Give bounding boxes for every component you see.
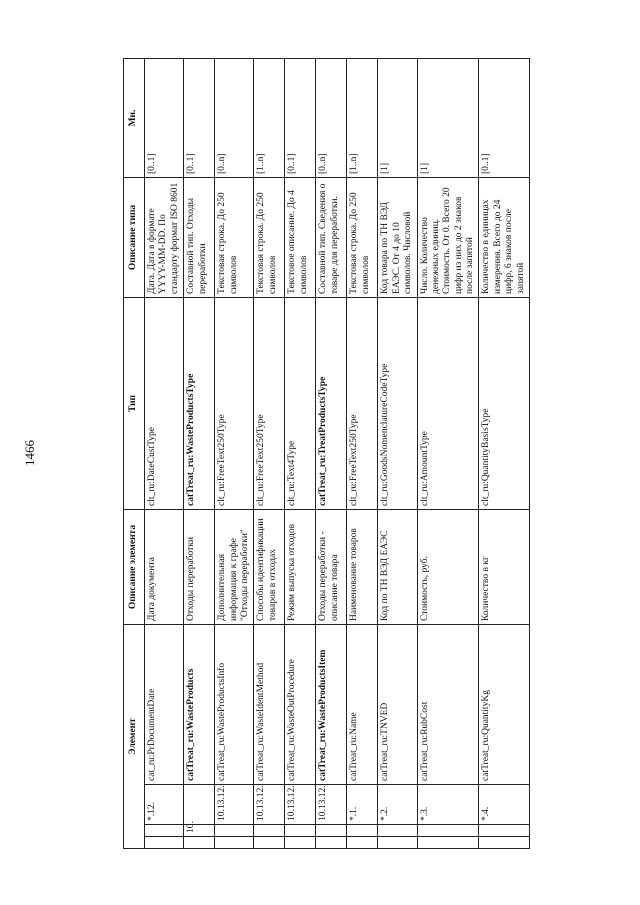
section-number-cell [285, 825, 316, 837]
type-description-cell: Текстовая строка. До 250 символов [347, 177, 378, 297]
section-number-cell [215, 825, 254, 837]
element-name-cell: catTreat_ru:RubCost [417, 624, 479, 784]
element-name-cell: catTreat_ru:WasteIdentMethod [254, 624, 285, 784]
type-cell: clt_ru:GoodsNomenclatureCodeType [378, 297, 417, 509]
type-cell: clt_ru:QuantityBasisType [479, 297, 530, 509]
element-name-cell: catTreat_ru:WasteProductsItem [316, 624, 347, 784]
type-cell: catTreat_ru:WasteProductsType [184, 297, 215, 509]
type-cell: clt_ru:FreeText250Type [215, 297, 254, 509]
item-number-cell [184, 785, 215, 825]
multiplicity-cell: [1..n] [254, 58, 285, 177]
element-description-cell: Стоимость, руб. [417, 509, 479, 624]
type-cell: catTreat_ru:TreatProductsType [316, 297, 347, 509]
section-number-cell [417, 825, 479, 837]
indent-cell [479, 837, 530, 849]
multiplicity-cell: [1] [417, 58, 479, 177]
multiplicity-cell: [0..1] [184, 58, 215, 177]
item-number-cell: 10.13.12. [254, 785, 285, 825]
type-description-cell: Текстовая строка. До 250 символов [254, 177, 285, 297]
indent-cell [316, 837, 347, 849]
type-description-cell: Код товара по ТН ВЭД ЕАЭС. От 4 до 10 символов. Числовой [378, 177, 417, 297]
element-name-cell: catTreat_ru:TNVED [378, 624, 417, 784]
table-row [316, 58, 347, 848]
type-description-cell: Количество в единицах измерения. Всего до 24 цифр, 6 знаков после запятой [479, 177, 530, 297]
table-row [254, 58, 285, 848]
multiplicity-cell: [0..n] [215, 58, 254, 177]
table-row [184, 58, 215, 848]
header-type-description: Описание типа [124, 177, 145, 297]
element-description-cell: Дополнительная информация к графе "Отходы переработки" [215, 509, 254, 624]
element-description-cell: Количество в кг [479, 509, 530, 624]
type-cell: clt_ru:DateCustType [145, 297, 184, 509]
item-number-cell: *.3. [417, 785, 479, 825]
section-number-cell [316, 825, 347, 837]
section-number-cell [145, 825, 184, 837]
element-name-cell: catTreat_ru:WasteProducts [184, 624, 215, 784]
element-description-cell: Код по ТН ВЭД ЕАЭС [378, 509, 417, 624]
element-description-cell: Отходы переработки - описание товара [316, 509, 347, 624]
type-description-cell: Составной тип. Отходы переработки [184, 177, 215, 297]
type-description-cell: Текстовое описание. До 4 символов [285, 177, 316, 297]
table-row [285, 58, 316, 848]
indent-cell [417, 837, 479, 849]
page-number: 1466 [22, 440, 37, 466]
item-number-cell: *.1. [347, 785, 378, 825]
element-description-cell: Отходы переработки [184, 509, 215, 624]
type-cell: clt_ru:AmountType [417, 297, 479, 509]
multiplicity-cell: [1] [378, 58, 417, 177]
table-row [378, 58, 417, 848]
header-element-description: Описание элемента [124, 509, 145, 624]
header-multiplicity: Мн. [124, 58, 145, 177]
type-description-cell: Число. Количество денежных единиц. Стоимость. От 0. Всего 20 цифр из них до 2 знаков после запятой [417, 177, 479, 297]
item-number-cell: *.4. [479, 785, 530, 825]
indent-cell [378, 837, 417, 849]
section-number-cell [254, 825, 285, 837]
multiplicity-cell: [0..1] [285, 58, 316, 177]
type-description-cell: Текстовая строка. До 250 символов [215, 177, 254, 297]
header-element: Элемент [124, 624, 145, 848]
type-description-cell: Дата. Дата в формате YYYY-MM-DD. По стандарту формат ISO 8601 [145, 177, 184, 297]
multiplicity-cell: [1..n] [347, 58, 378, 177]
indent-cell [145, 837, 184, 849]
section-number-cell: 10. [184, 825, 215, 837]
type-cell: clt_ru:Text4Type [285, 297, 316, 509]
indent-cell [215, 837, 254, 849]
indent-cell [347, 837, 378, 849]
item-number-cell: 10.13.12. [285, 785, 316, 825]
multiplicity-cell: [0..1] [479, 58, 530, 177]
element-name-cell: catTreat_ru:WasteProductsInfo [215, 624, 254, 784]
element-description-cell: Наименование товаров [347, 509, 378, 624]
multiplicity-cell: [0..n] [316, 58, 347, 177]
element-description-cell: Режим выпуска отходов [285, 509, 316, 624]
type-cell: clt_ru:FreeText250Type [347, 297, 378, 509]
header-type: Тип [124, 297, 145, 509]
table-row [417, 58, 479, 848]
element-description-cell: Дата документа [145, 509, 184, 624]
rotated-table-wrapper [123, 59, 543, 849]
type-description-cell: Составной тип. Сведения о товаре для переработки. [316, 177, 347, 297]
indent-cell [184, 837, 215, 849]
item-number-cell: *.12. [145, 785, 184, 825]
table-row [347, 58, 378, 848]
element-description-cell: Способы идентификации товаров в отходах [254, 509, 285, 624]
section-number-cell [479, 825, 530, 837]
table-row [215, 58, 254, 848]
type-cell: clt_ru:FreeText250Type [254, 297, 285, 509]
multiplicity-cell: [0..1] [145, 58, 184, 177]
table-row [479, 58, 530, 848]
item-number-cell: 10.13.12. [215, 785, 254, 825]
table-row [145, 58, 184, 848]
element-name-cell: catTreat_ru:WasteOutProcedure [285, 624, 316, 784]
element-name-cell: cat_ru:PrDocumentDate [145, 624, 184, 784]
element-name-cell: catTreat_ru:QuantityKg [479, 624, 530, 784]
indent-cell [285, 837, 316, 849]
item-number-cell: 10.13.12. [316, 785, 347, 825]
indent-cell [254, 837, 285, 849]
table-header-row [124, 58, 145, 848]
section-number-cell [347, 825, 378, 837]
element-name-cell: catTreat_ru:Name [347, 624, 378, 784]
section-number-cell [378, 825, 417, 837]
schema-table [123, 58, 530, 849]
item-number-cell: *.2. [378, 785, 417, 825]
